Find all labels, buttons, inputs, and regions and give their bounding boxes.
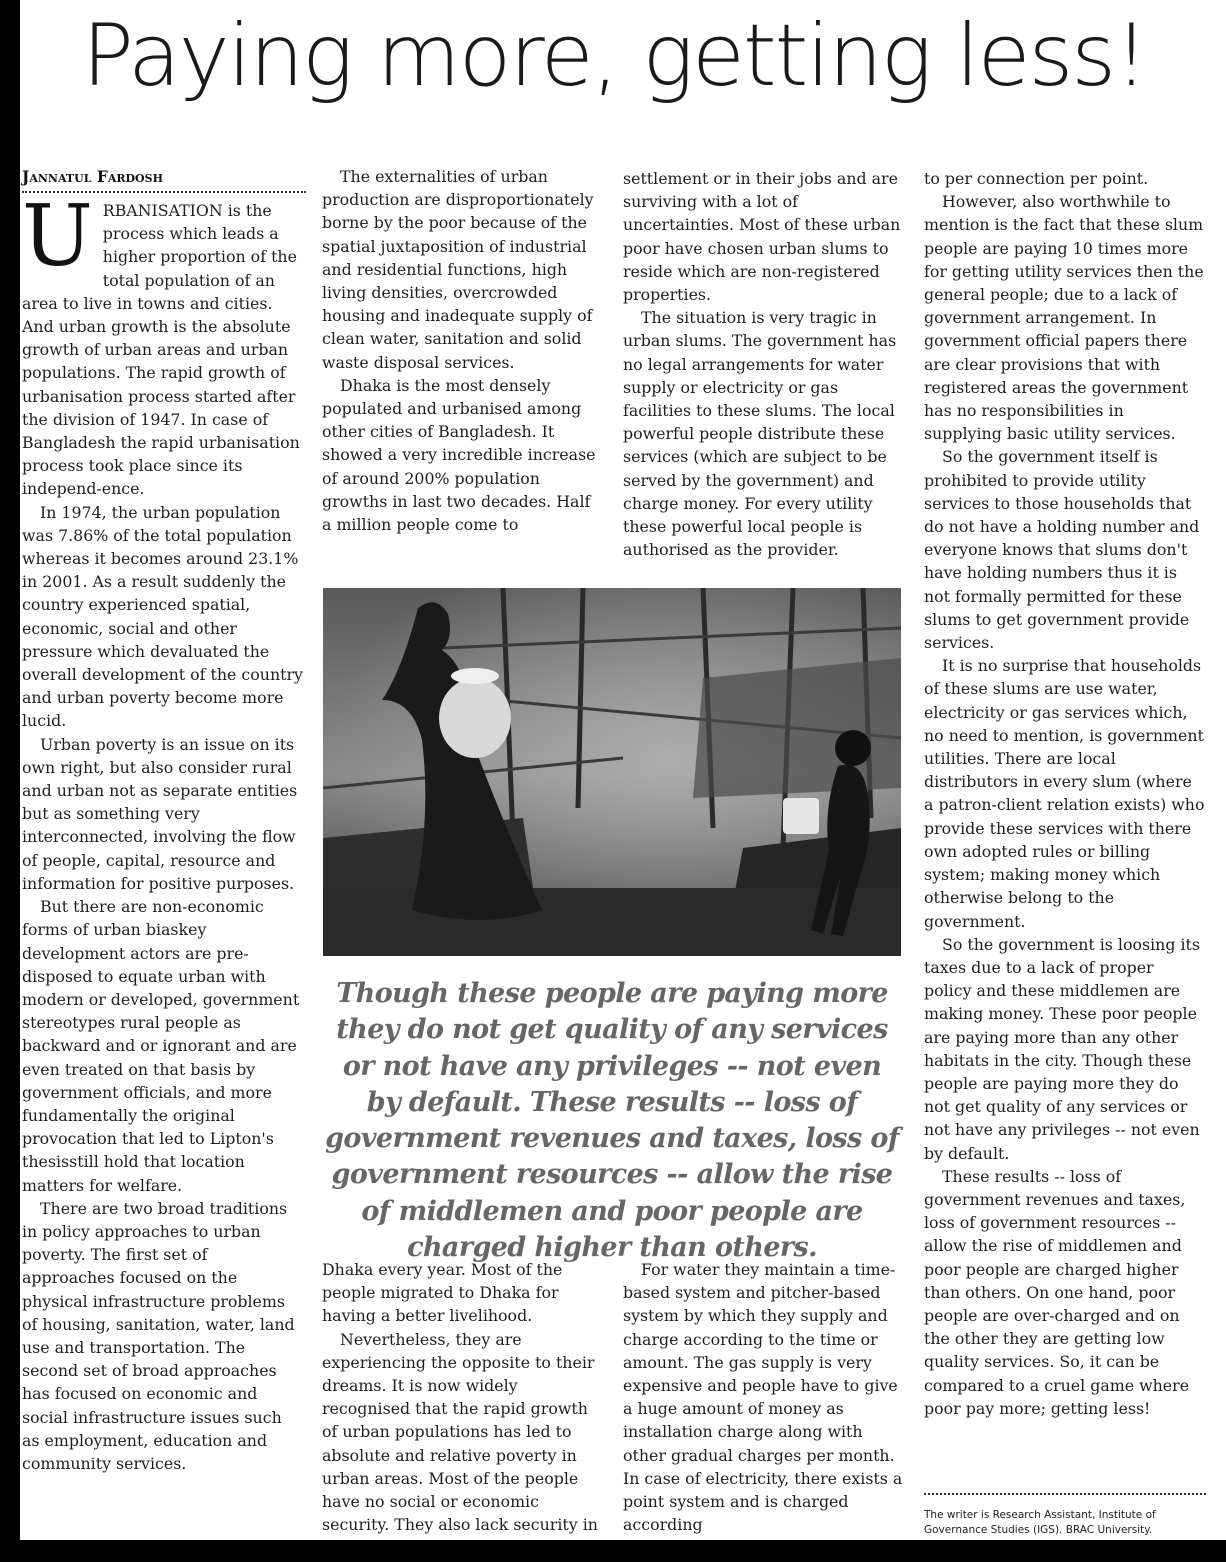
paragraph: So the government is loosing its taxes due to a lack of proper policy and these middlemen are making money. These poor people are paying more than any other habitats in the city. Though these people are paying more they do not get quality of any services or not have any privileges -- not even by default. [924, 934, 1200, 1163]
paragraph: These results -- loss of government revenues and taxes, loss of government resources -- allow the rise of middlemen and poor people are charged higher than others. On one hand, poor people are over-charged and on the other they are getting low quality services. So, it can be compared to a cruel game where poor pay more; getting less! [924, 1166, 1190, 1418]
paragraph: The externalities of urban production are disproportionately borne by the poor because of the spatial juxtaposition of industrial and residential functions, high living densities, overcrowded housing and inadequate supply of clean water, sanitation and solid waste disposal services. [322, 167, 594, 372]
column-3-top [623, 167, 903, 577]
pull-quote: Though these people are paying more they do not get quality of any services or not have any privileges -- not even by default. These results -- loss of government revenues and taxes, loss of government resources -- allow the rise of middlemen and poor people are charged higher than others. [325, 978, 899, 1264]
column-1 [22, 199, 304, 1539]
paragraph: However, also worthwhile to mention is the fact that these slum people are paying 10 times more for getting utility services then the general people; due to a lack of government arrangement. In government official papers there are clear provisions that with registered areas the government has no responsibilities in supplying basic utility services. [924, 192, 1204, 444]
column-2-bottom [322, 1258, 602, 1540]
footnote-divider [924, 1493, 1206, 1495]
intro-text: RBANISATION is the process which leads a higher proportion of the total population of an area to live in towns and cities. And urban growth is the absolute growth of urban areas and urban populations. The rapid growth of urbanisation process started after the division of 1947. In case of Bangladesh the rapid urbanisation process took place since its independ-ence. [22, 201, 300, 499]
paragraph: In 1974, the urban population was 7.86% of the total population whereas it becomes around 23.1% in 2001. As a result suddenly the country experienced spatial, economic, social and other pressure which devaluated the overall development of the country and urban poverty become more lucid. [22, 502, 303, 731]
paragraph: Dhaka is the most densely populated and urbanised among other cities of Bangladesh. It showed a very incredible increase of around 200% population growths in last two decades. Half a million people come to [322, 375, 596, 535]
headline: Paying more, getting less! [82, 6, 1147, 106]
intro-paragraph [22, 199, 304, 501]
paragraph: Nevertheless, they are experiencing the opposite to their dreams. It is now widely recognised that the rapid growth of urban populations has led to absolute and relative poverty in urban areas. Most of the people have no social or economic security. They also lack security in [322, 1329, 598, 1535]
byline-divider [22, 191, 306, 193]
paragraph: to per connection per point. [924, 169, 1149, 188]
left-edge-bar [0, 0, 20, 1562]
column-3-bottom [623, 1258, 903, 1540]
paragraph: Dhaka every year. Most of the people migrated to Dhaka for having a better livelihood. [322, 1260, 563, 1326]
paragraph: It is no surprise that households of these slums are use water, electricity or gas services which, no need to mention, is government utilities. There are local distributors in every slum (where a patron-client relation exists) who provide these services with there own adopted rules or billing system; making money which otherwise belong to the government. [924, 656, 1205, 931]
byline: Jannatul Fardosh [22, 167, 163, 186]
paragraph: But there are non-economic forms of urban biaskey development actors are pre-disposed to equate urban with modern or developed, government stereotypes rural people as backward and or ignorant and are even treated on that basis by government officials, and more fundamentally the original provocation that led to Lipton's thesisstill hold that location matters for welfare. [22, 897, 300, 1195]
drop-cap: U [22, 199, 93, 285]
paragraph: For water they maintain a time-based system and pitcher-based system by which they supply and charge according to the time or amount. The gas supply is very expensive and people have to give a huge amount of money as installation charge along with other gradual charges per month. In case of electricity, there exists a point system and is charged according [623, 1260, 903, 1535]
photo-woman-child-carrying-water [323, 588, 901, 956]
paragraph: Urban poverty is an issue on its own right, but also consider rural and urban not as separate entities but as something very interconnected, involving the flow of people, capital, resource and information for positive purposes. [22, 734, 298, 893]
column-4 [924, 167, 1206, 1485]
paragraph: There are two broad traditions in policy approaches to urban poverty. The first set of approaches focused on the physical infrastructure problems of housing, sanitation, water, land use and transportation. The second set of broad approaches has focused on economic and social infrastructure issues such as employment, education and community services. [22, 1198, 295, 1473]
paragraph: The situation is very tragic in urban slums. The government has no legal arrangements for water supply or electricity or gas facilities to these slums. The local powerful people distribute these services (which are subject to be served by the government) and charge money. For every utility these powerful local people is authorised as the provider. [623, 308, 897, 560]
article-photo [323, 588, 901, 956]
paragraph: settlement or in their jobs and are surviving with a lot of uncertainties. Most of these urban poor have chosen urban slums to reside which are non-registered properties. [623, 169, 901, 305]
paragraph: So the government itself is prohibited to provide utility services to those households that do not have a holding number and everyone knows that slums don't have holding numbers thus it is not formally permitted for these slums to get government provide services. [924, 447, 1200, 653]
column-2-top [322, 165, 602, 575]
author-note: The writer is Research Assistant, Institute of Governance Studies (IGS). BRAC University. [924, 1509, 1156, 1536]
bottom-edge-bar [0, 1540, 1226, 1562]
